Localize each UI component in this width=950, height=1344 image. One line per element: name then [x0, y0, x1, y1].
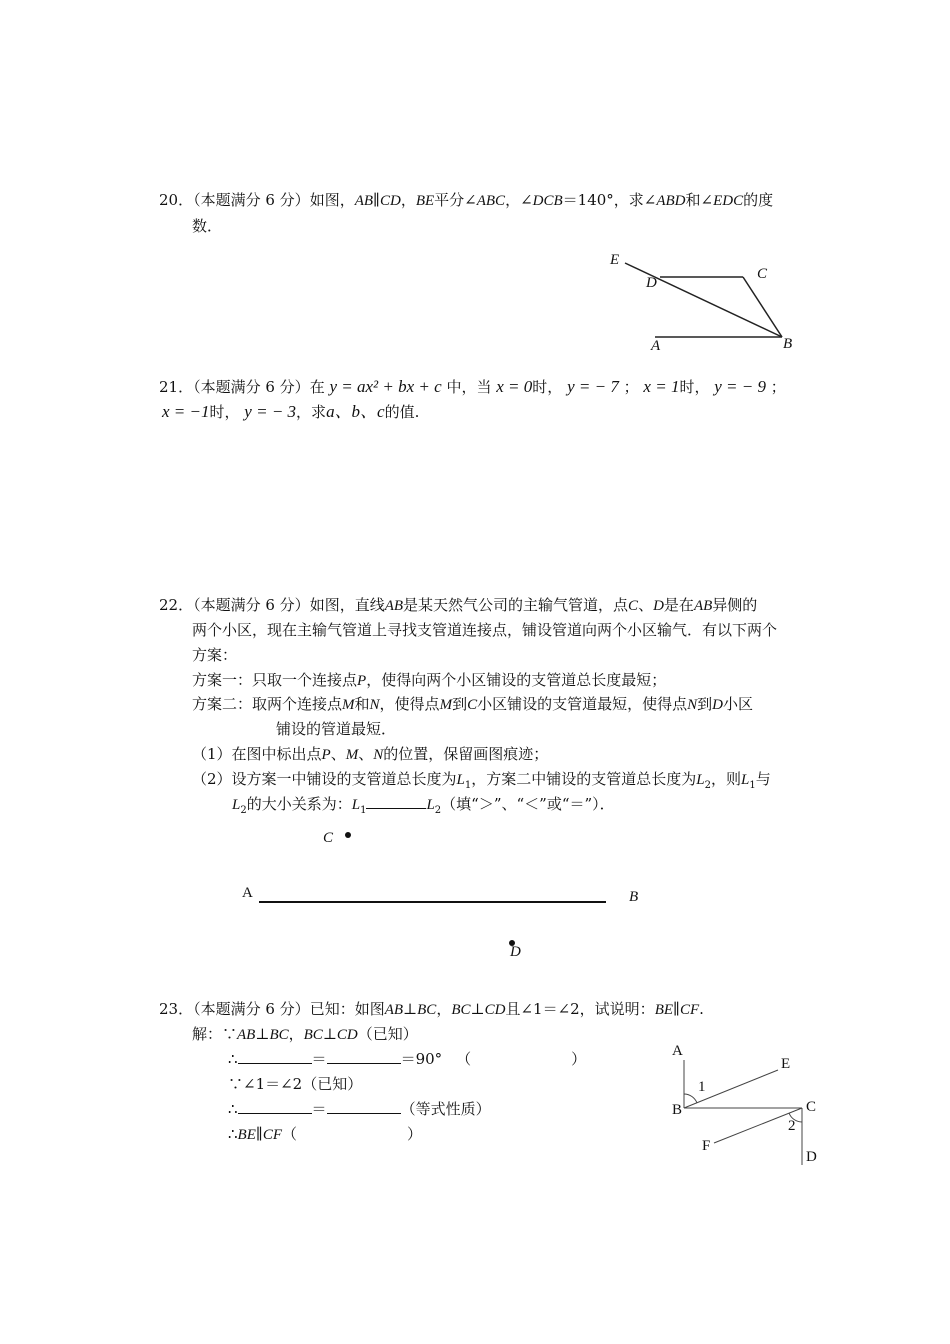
- q23-step4: ∴ ＝ （等式性质）: [228, 1100, 491, 1118]
- q22-line7: （1）在图中标出点P、M、N的位置，保留画图痕迹；: [192, 745, 549, 763]
- q23-label-2: 2: [788, 1118, 796, 1134]
- q22-line3: 方案：: [192, 646, 238, 664]
- q20-score: （本题满分 6 分）: [193, 191, 310, 209]
- q22-label-D: D: [510, 944, 521, 960]
- q22-label-C: C: [323, 830, 334, 846]
- q22-figure: [250, 825, 630, 965]
- q23-label-A: A: [672, 1043, 683, 1059]
- q23-step1: 解：∵AB⊥BC，BC⊥CD（已知）: [192, 1025, 418, 1043]
- q20-figure: [600, 245, 810, 360]
- q23-line1: 23．（本题满分 6 分）已知：如图AB⊥BC，BC⊥CD且∠1＝∠2，试说明：BE∥CF.: [159, 1000, 704, 1018]
- q22-line2: 两个小区，现在主输气管道上寻找支管道连接点，铺设管道向两个小区输气．有以下两个: [192, 621, 778, 639]
- q20-label-D: D: [646, 275, 657, 291]
- q22-line6: 铺设的管道最短．: [276, 720, 397, 738]
- q21-score: （本题满分 6 分）: [193, 378, 310, 396]
- q22-label-A: A: [242, 885, 253, 901]
- q23-blank-1[interactable]: [238, 1049, 312, 1064]
- q22-answer-blank[interactable]: [366, 794, 426, 809]
- q20-line1: 20．（本题满分 6 分）如图，AB∥CD，BE平分∠ABC，∠DCB＝140°，求∠ABD和∠EDC的度: [159, 191, 774, 209]
- q22-line1: 22．（本题满分 6 分）如图，直线AB是某天然气公司的主输气管道，点C、D是在AB异侧的: [159, 596, 758, 614]
- q22-point-C: [345, 832, 351, 838]
- q20-label-B: B: [783, 336, 793, 352]
- q23-blank-2[interactable]: [327, 1049, 401, 1064]
- q23-score: （本题满分 6 分）: [193, 1000, 310, 1018]
- q23-blank-4[interactable]: [327, 1099, 401, 1114]
- q23-blank-3[interactable]: [238, 1099, 312, 1114]
- q23-reason-blank-2[interactable]: [297, 1125, 407, 1139]
- q22-line4: 方案一：只取一个连接点P，使得向两个小区铺设的支管道总长度最短；: [192, 671, 667, 689]
- q23-reason-blank-1[interactable]: [471, 1050, 571, 1064]
- q23-angle-1-arc: [684, 1094, 697, 1103]
- q23-step2: ∴ ＝ ＝90° （ ）: [228, 1050, 587, 1068]
- q20-line2: 数．: [192, 217, 223, 235]
- q20-number: 20．: [159, 191, 194, 209]
- q23-label-B: B: [672, 1102, 683, 1118]
- q22-number: 22．: [159, 596, 194, 614]
- q21-line1: 21．（本题满分 6 分）在 y = ax² + bx + c 中，当 x = 0时， y = − 7 ； x = 1时， y = − 9 ；: [159, 377, 786, 396]
- q22-label-B: B: [629, 889, 639, 905]
- q23-label-E: E: [781, 1056, 791, 1072]
- q22-score: （本题满分 6 分）: [193, 596, 310, 614]
- q23-label-F: F: [702, 1138, 711, 1154]
- q20-label-A: A: [651, 338, 661, 354]
- q23-label-D: D: [806, 1149, 817, 1165]
- q20-label-E: E: [610, 252, 620, 268]
- q22-line8: （2）设方案一中铺设的支管道总长度为$L_1$，方案二中铺设的支管道总长度为$L_2$，则$L_1$与: [192, 770, 771, 791]
- q23-label-1: 1: [698, 1079, 706, 1095]
- q22-line9: $L_2$的大小关系为：$L_1$ $L_2$（填“＞”、“＜”或“＝”）．: [232, 795, 615, 816]
- q22-line5: 方案二：取两个连接点M和N，使得点M到C小区铺设的支管道最短，使得点N到D小区: [192, 695, 753, 713]
- q21-line2: x = −1时， y = − 3，求a、b、c的值.: [162, 402, 420, 421]
- q21-equation: y = ax² + bx + c: [329, 377, 442, 396]
- q23-step5: ∴BE∥CF（ ）: [228, 1125, 423, 1143]
- q21-number: 21．: [159, 378, 194, 396]
- q23-number: 23．: [159, 1000, 194, 1018]
- q23-step3: ∵∠1＝∠2（已知）: [228, 1075, 363, 1093]
- q20-label-C: C: [757, 266, 768, 282]
- q23-label-C: C: [806, 1099, 817, 1115]
